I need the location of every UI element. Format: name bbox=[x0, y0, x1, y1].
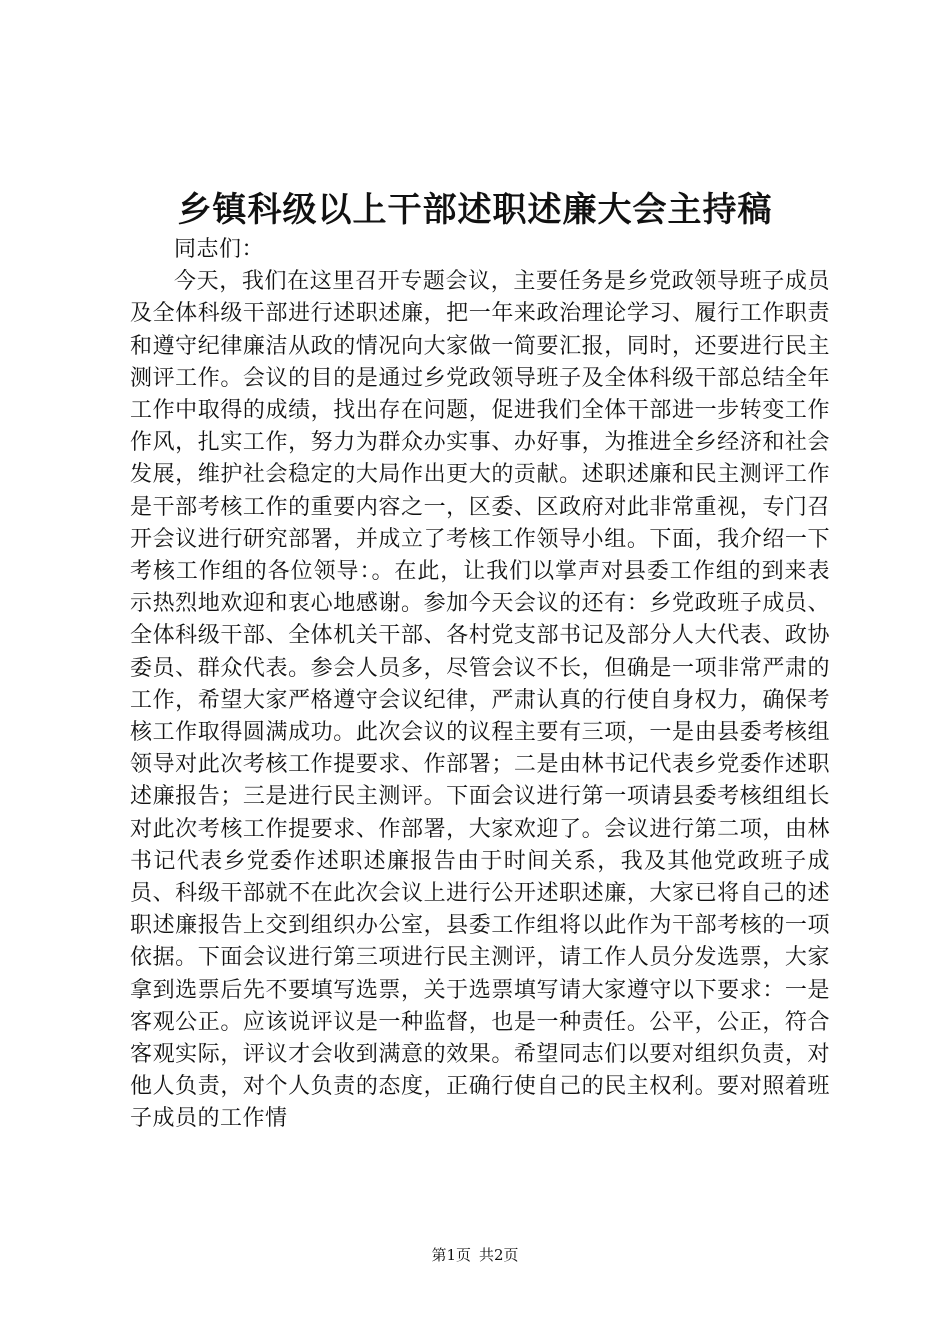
document-title: 乡镇科级以上干部述职述廉大会主持稿 bbox=[177, 190, 773, 230]
page-number: 第1页 bbox=[431, 1246, 471, 1264]
page-total: 共2页 bbox=[479, 1246, 519, 1264]
salutation: 同志们： bbox=[174, 237, 265, 262]
page-footer bbox=[0, 1245, 950, 1265]
document-body bbox=[130, 234, 830, 1136]
body-paragraph: 今天，我们在这里召开专题会议，主要任务是乡党政领导班子成员及全体科级干部进行述职述廉，把一年来政治理论学习、履行工作职责和遵守纪律廉洁从政的情况向大家做一简要汇报，同时，还要进行民主测评工作。会议的目的是通过乡党政领导班子及全体科级干部总结全年工作中取得的成绩，找出存在问题，促进我们全体干部进一步转变工作作风，扎实工作，努力为群众办实事、办好事，为推进全乡经济和社会发展，维护社会稳定的大局作出更大的贡献。述职述廉和民主测评工作是干部考核工作的重要内容之一，区委、区政府对此非常重视，专门召开会议进行研究部署，并成立了考核工作领导小组。下面，我介绍一下考核工作组的各位领导：。在此，让我们以掌声对县委工作组的到来表示热烈地欢迎和衷心地感谢。参加今天会议的还有：乡党政班子成员、全体科级干部、全体机关干部、各村党支部书记及部分人大代表、政协委员、群众代表。参会人员多，尽管会议不长，但确是一项非常严肃的工作，希望大家严格遵守会议纪律，严肃认真的行使自身权力，确保考核工作取得圆满成功。此次会议的议程主要有三项，一是由县委考核组领导对此次考核工作提要求、作部署；二是由林书记代表乡党委作述职述廉报告；三是进行民主测评。下面会议进行第一项请县委考核组组长对此次考核工作提要求、作部署，大家欢迎了。会议进行第二项，由林书记代表乡党委作述职述廉报告由于时间关系，我及其他党政班子成员、科级干部就不在此次会议上进行公开述职述廉，大家已将自己的述职述廉报告上交到组织办公室，县委工作组将以此作为干部考核的一项依据。下面会议进行第三项进行民主测评，请工作人员分发选票，大家拿到选票后先不要填写选票，关于选票填写请大家遵守以下要求：一是客观公正。应该说评议是一种监督，也是一种责任。公平，公正，符合客观实际，评议才会收到满意的效果。希望同志们以要对组织负责，对他人负责，对个人负责的态度，正确行使自己的民主权利。要对照着班子成员的工作情 bbox=[130, 269, 830, 1132]
